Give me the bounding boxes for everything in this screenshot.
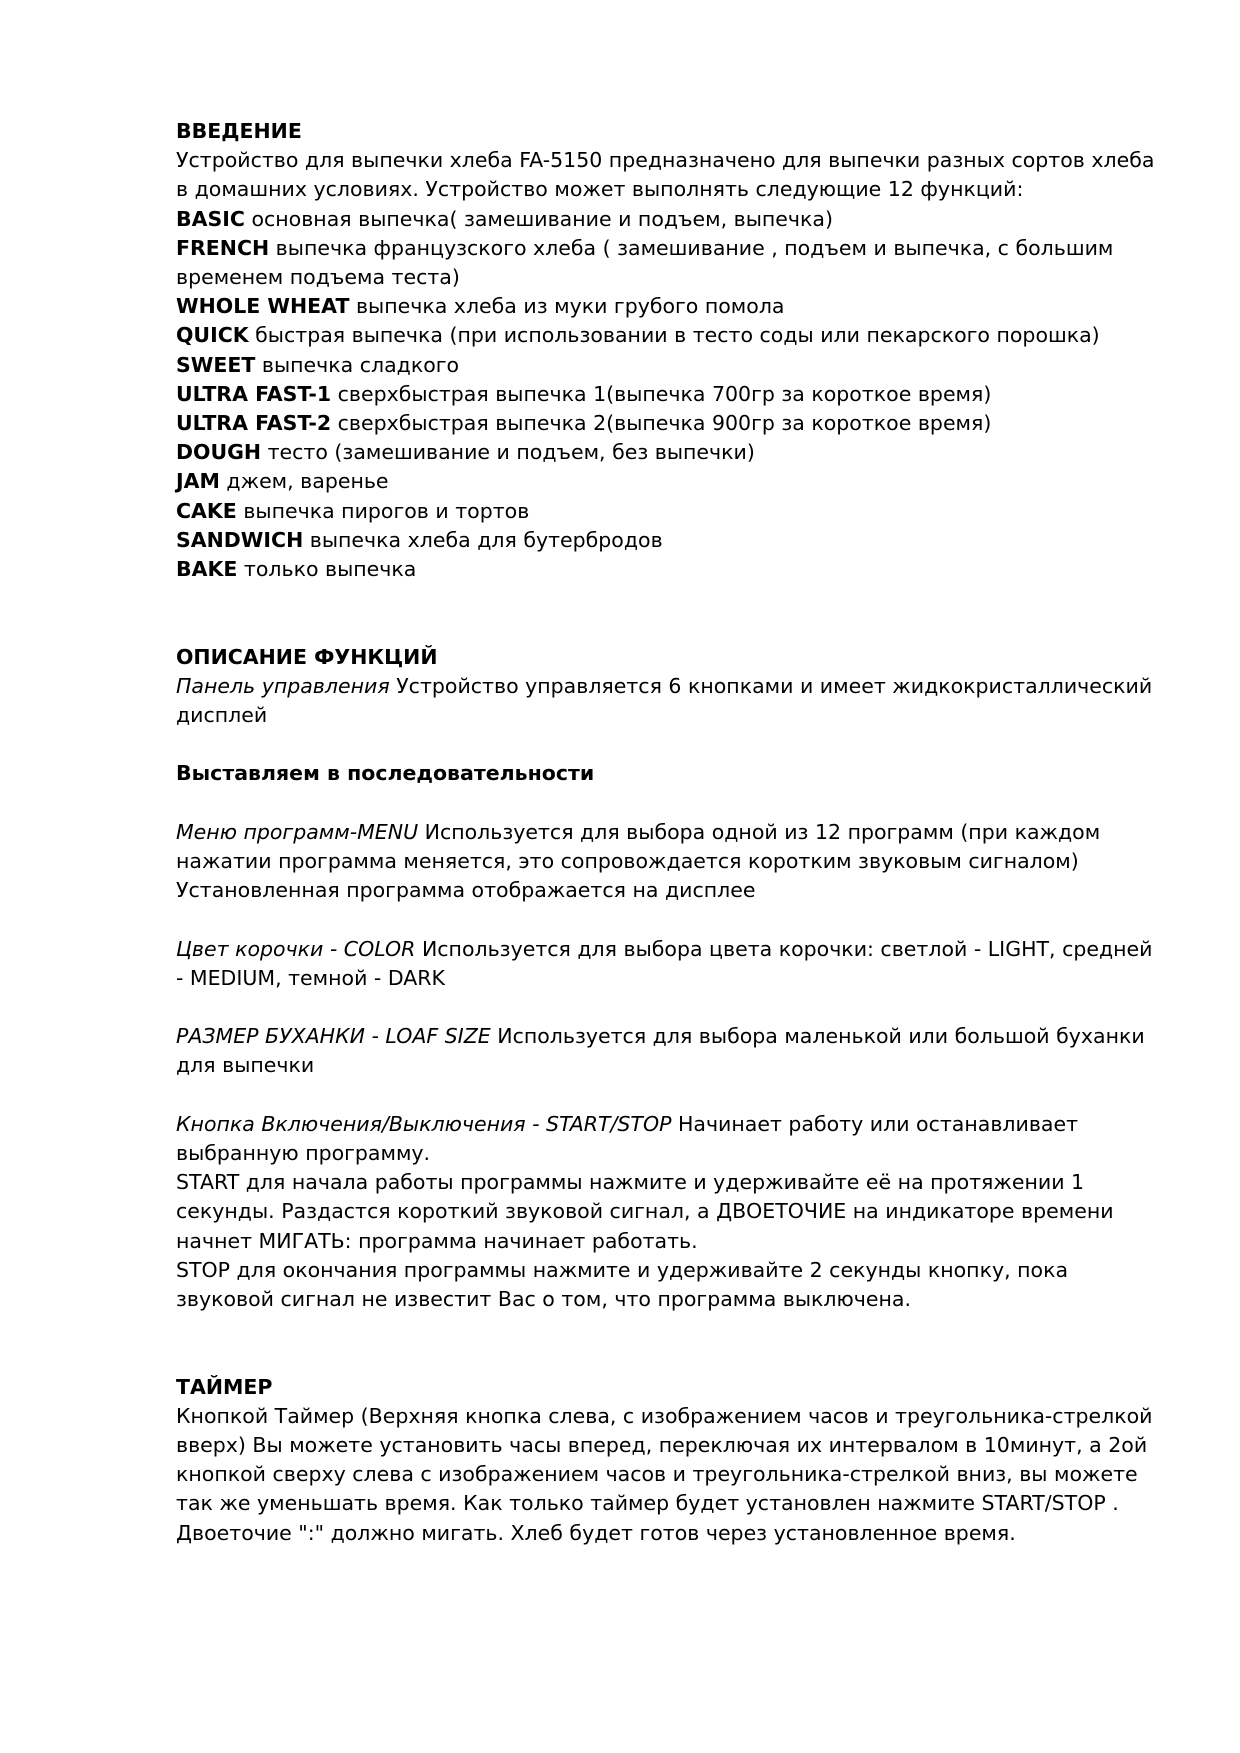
intro-text: Устройство для выпечки хлеба FA-5150 предназначено для выпечки разных сортов хлеба в домашних условиях. Устройство может выполнять следующие 12 функций: xyxy=(176,148,1155,202)
function-item xyxy=(176,205,1166,234)
spacer xyxy=(176,1081,1166,1110)
function-item xyxy=(176,292,1166,321)
function-name: QUICK xyxy=(176,323,249,348)
timer-heading: ТАЙМЕР xyxy=(176,1374,273,1399)
function-item xyxy=(176,351,1166,380)
function-name: FRENCH xyxy=(176,235,270,260)
function-desc: сверхбыстрая выпечка 1(выпечка 700гр за короткое время) xyxy=(331,381,992,406)
function-item xyxy=(176,555,1166,584)
menu-paragraph xyxy=(176,818,1166,876)
function-desc: выпечка сладкого xyxy=(255,352,460,377)
start-paragraph: START для начала работы программы нажмите и удерживайте её на протяжении 1 секунды. Раздастся короткий звуковой сигнал, а ДВОЕТОЧИЕ на индикаторе времени начнет МИГАТЬ: программа начинает работать. xyxy=(176,1170,1114,1253)
spacer xyxy=(176,905,1166,934)
loaf-size-label: РАЗМЕР БУХАНКИ - LOAF SIZE xyxy=(176,1024,491,1049)
function-name: ULTRA FAST-1 xyxy=(176,381,332,406)
function-item xyxy=(176,526,1166,555)
spacer xyxy=(176,730,1166,759)
color-paragraph xyxy=(176,935,1166,993)
function-item xyxy=(176,380,1166,409)
function-name: DOUGH xyxy=(176,440,262,465)
function-desc: сверхбыстрая выпечка 2(выпечка 900гр за короткое время) xyxy=(331,411,992,436)
function-name: JAM xyxy=(176,469,220,494)
function-item xyxy=(176,234,1166,292)
function-desc: выпечка хлеба для бутербродов xyxy=(303,527,663,552)
function-desc: джем, варенье xyxy=(219,469,389,494)
start-stop-text: Начинает работу или останавливает выбранную программу. xyxy=(176,1111,1079,1166)
function-desc: быстрая выпечка (при использовании в тесто соды или пекарского порошка) xyxy=(248,323,1100,348)
menu-label: Меню программ-MENU xyxy=(176,819,419,844)
functions-heading: ОПИСАНИЕ ФУНКЦИЙ xyxy=(176,644,438,669)
function-item xyxy=(176,409,1166,438)
stop-paragraph: STOP для окончания программы нажмите и удерживайте 2 секунды кнопку, пока звуковой сигнал не известит Вас о том, что программа выключена. xyxy=(176,1257,1069,1312)
function-desc: основная выпечка( замешивание и подъем, выпечка) xyxy=(244,206,833,231)
start-stop-paragraph xyxy=(176,1110,1166,1168)
function-item xyxy=(176,467,1166,496)
function-name: BAKE xyxy=(176,557,238,582)
menu-extra: Установленная программа отображается на дисплее xyxy=(176,878,756,903)
sequence-subheading: Выставляем в последовательности xyxy=(176,761,595,786)
document-page xyxy=(176,117,1166,1548)
function-name: SWEET xyxy=(176,352,256,377)
function-name: WHOLE WHEAT xyxy=(176,294,350,319)
function-name: BASIC xyxy=(176,206,245,231)
panel-text: Устройство управляется 6 кнопками и имеет жидкокристаллический дисплей xyxy=(176,673,1153,728)
spacer xyxy=(176,789,1166,818)
function-desc: только выпечка xyxy=(237,557,417,582)
intro-heading: ВВЕДЕНИЕ xyxy=(176,119,302,143)
spacer xyxy=(176,584,1166,642)
panel-label: Панель управления xyxy=(176,673,390,698)
loaf-size-paragraph xyxy=(176,1022,1166,1080)
timer-text: Кнопкой Таймер (Верхняя кнопка слева, с изображением часов и треугольника-стрелкой вверх) Вы можете установить часы вперед, переключая их интервалом в 10минут, а 2ой кнопкой сверху слева с изображением часов и треугольника-стрелкой вниз, вы можете так же уменьшать время. Как только таймер будет установлен нажмите START/STOP . Двоеточие ":" должно мигать. Хлеб будет готов через установленное время. xyxy=(176,1403,1153,1545)
start-stop-label: Кнопка Включения/Выключения - START/STOP xyxy=(176,1111,672,1136)
function-desc: выпечка пирогов и тортов xyxy=(236,498,530,523)
spacer xyxy=(176,1314,1166,1372)
function-desc: тесто (замешивание и подъем, без выпечки) xyxy=(261,440,755,465)
function-name: ULTRA FAST-2 xyxy=(176,411,332,436)
panel-paragraph xyxy=(176,672,1166,730)
function-item xyxy=(176,497,1166,526)
function-desc: выпечка французского хлеба ( замешивание , подъем и выпечка, с большим временем подъема теста) xyxy=(176,235,1114,290)
function-name: SANDWICH xyxy=(176,527,304,552)
loaf-size-text: Используется для выбора маленькой или большой буханки для выпечки xyxy=(176,1024,1145,1078)
function-name: CAKE xyxy=(176,498,237,523)
color-text: Используется для выбора цвета корочки: светлой - LIGHT, средней - MEDIUM, темной - DARK xyxy=(176,936,1153,990)
function-item xyxy=(176,321,1166,350)
spacer xyxy=(176,993,1166,1022)
color-label: Цвет корочки - COLOR xyxy=(176,936,416,961)
menu-text: Используется для выбора одной из 12 программ (при каждом нажатии программа меняется, это сопровождается коротким звуковым сигналом) xyxy=(176,819,1101,874)
function-desc: выпечка хлеба из муки грубого помола xyxy=(349,294,785,319)
function-item xyxy=(176,438,1166,467)
